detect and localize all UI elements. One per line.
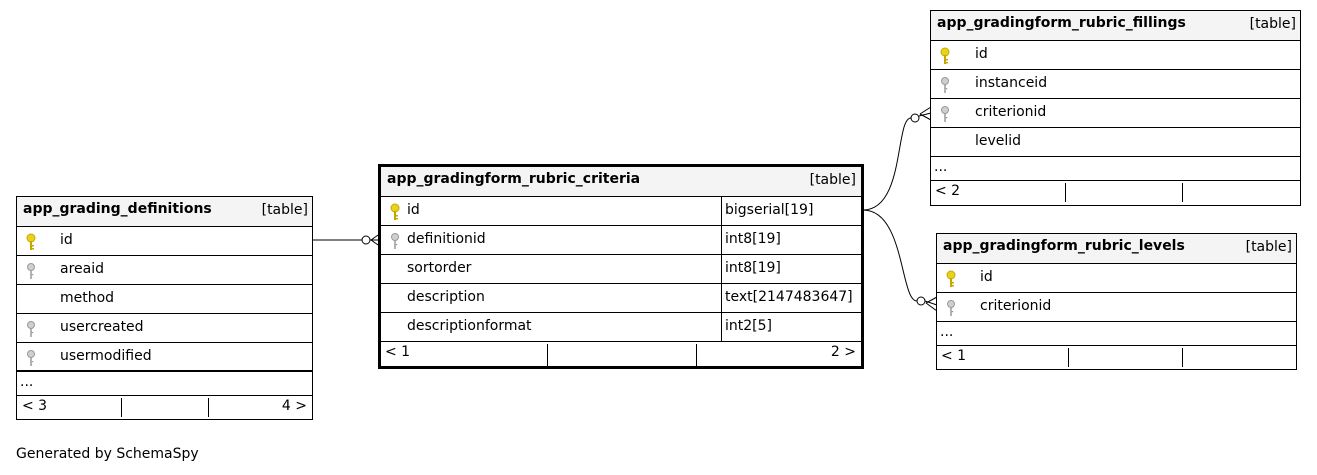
primary-key-icon	[390, 203, 400, 221]
table-header	[931, 11, 1300, 41]
generated-by-text: Generated by SchemaSpy	[16, 446, 199, 462]
foreign-key-icon	[26, 349, 36, 367]
parents-count[interactable]: < 1	[385, 344, 411, 360]
column-name: sortorder	[407, 260, 472, 276]
relation-definitions-criteria	[312, 233, 381, 247]
footer-divider	[208, 398, 209, 417]
column-name: instanceid	[975, 75, 1048, 91]
footer-divider	[1065, 183, 1066, 202]
foreign-key-icon	[940, 76, 950, 94]
column-name: id	[980, 269, 993, 285]
table-name: app_gradingform_rubric_fillings	[937, 15, 1186, 31]
column-row[interactable]	[17, 343, 312, 372]
column-row[interactable]	[17, 256, 312, 285]
column-name: areaid	[60, 261, 104, 277]
parents-count[interactable]: < 2	[935, 183, 961, 199]
ellipsis-text: ...	[940, 324, 954, 340]
column-type: text[2147483647]	[725, 289, 853, 305]
more-columns	[17, 372, 312, 396]
column-row[interactable]	[937, 264, 1296, 293]
column-divider	[721, 255, 722, 283]
foreign-key-icon	[26, 262, 36, 280]
table-name: app_gradingform_rubric_criteria	[387, 171, 641, 187]
column-divider	[721, 226, 722, 254]
table-footer	[381, 342, 861, 368]
column-name: id	[407, 202, 420, 218]
footer-divider	[1182, 183, 1183, 202]
more-columns	[937, 322, 1296, 346]
column-row[interactable]	[17, 227, 312, 256]
table-name: app_gradingform_rubric_levels	[943, 238, 1185, 254]
table-footer	[931, 181, 1300, 204]
column-name: definitionid	[407, 231, 486, 247]
column-name: levelid	[975, 133, 1022, 149]
table-header	[937, 234, 1296, 264]
column-row[interactable]	[937, 293, 1296, 322]
column-row[interactable]	[381, 313, 861, 342]
table-app-gradingform-rubric-fillings[interactable]	[930, 10, 1301, 206]
table-app-gradingform-rubric-levels[interactable]	[936, 233, 1297, 370]
column-name: id	[60, 232, 73, 248]
relation-criteria-levels	[863, 210, 937, 311]
primary-key-icon	[26, 233, 36, 251]
table-app-grading-definitions[interactable]	[16, 196, 313, 420]
foreign-key-icon	[946, 299, 956, 317]
column-name: usermodified	[60, 348, 152, 364]
column-divider	[721, 313, 722, 341]
column-name: description	[407, 289, 485, 305]
column-name: usercreated	[60, 319, 144, 335]
relation-criteria-fillings	[863, 107, 931, 210]
table-footer	[17, 396, 312, 419]
column-name: criterionid	[975, 104, 1047, 120]
primary-key-icon	[940, 47, 950, 65]
column-name: criterionid	[980, 298, 1052, 314]
children-count[interactable]: 2 >	[830, 344, 856, 360]
column-row[interactable]	[381, 226, 861, 255]
parents-count[interactable]: < 3	[22, 398, 48, 414]
column-row[interactable]	[931, 128, 1300, 157]
column-divider	[721, 197, 722, 225]
column-row[interactable]	[931, 70, 1300, 99]
table-header	[381, 167, 861, 197]
footer-divider	[547, 344, 548, 366]
primary-key-icon	[946, 270, 956, 288]
column-type: int8[19]	[725, 260, 781, 276]
table-app-gradingform-rubric-criteria[interactable]	[378, 164, 864, 369]
column-type: int8[19]	[725, 231, 781, 247]
column-type: int2[5]	[725, 318, 772, 334]
column-row[interactable]	[381, 255, 861, 284]
footer-divider	[121, 398, 122, 417]
table-header	[17, 197, 312, 227]
footer-divider	[1068, 348, 1069, 367]
table-name: app_grading_definitions	[23, 201, 212, 217]
table-footer	[937, 346, 1296, 369]
foreign-key-icon	[390, 232, 400, 250]
column-row[interactable]	[381, 197, 861, 226]
foreign-key-icon	[940, 105, 950, 123]
column-type: bigserial[19]	[725, 202, 814, 218]
column-row[interactable]	[17, 285, 312, 314]
column-row[interactable]	[17, 314, 312, 343]
table-kind: [table]	[809, 172, 856, 188]
table-kind: [table]	[1245, 239, 1292, 255]
parents-count[interactable]: < 1	[941, 348, 967, 364]
foreign-key-icon	[26, 320, 36, 338]
column-name: id	[975, 46, 988, 62]
ellipsis-text: ...	[934, 159, 948, 175]
column-name: descriptionformat	[407, 318, 532, 334]
column-row[interactable]	[381, 284, 861, 313]
column-row[interactable]	[931, 41, 1300, 70]
table-kind: [table]	[1249, 16, 1296, 32]
column-row[interactable]	[931, 99, 1300, 128]
column-name: method	[60, 290, 115, 306]
column-divider	[721, 284, 722, 312]
more-columns	[931, 157, 1300, 181]
footer-divider	[696, 344, 697, 366]
ellipsis-text: ...	[20, 374, 34, 390]
table-kind: [table]	[261, 202, 308, 218]
footer-divider	[1182, 348, 1183, 367]
children-count[interactable]: 4 >	[281, 398, 307, 414]
